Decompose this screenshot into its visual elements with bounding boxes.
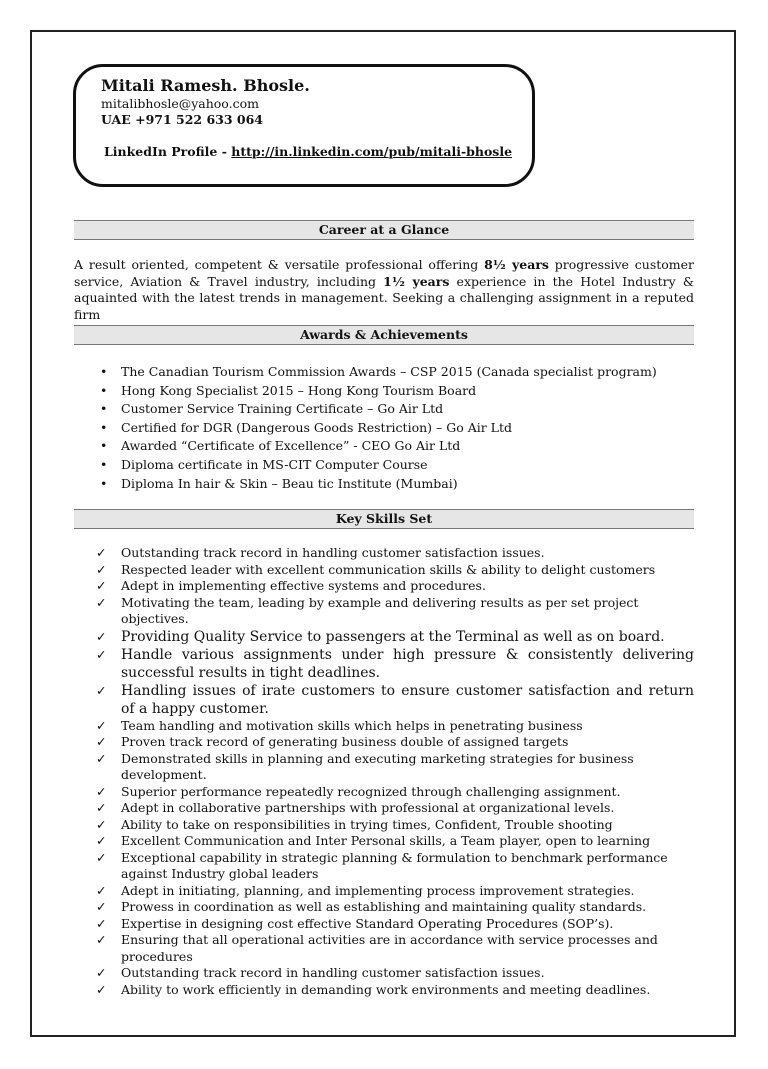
award-text: The Canadian Tourism Commission Awards – CSP 2015 (Canada specialist program) bbox=[121, 364, 657, 379]
skill-text: Providing Quality Service to passengers at the Terminal as well as on board. bbox=[121, 628, 665, 645]
checkmark-icon: ✓ bbox=[96, 750, 107, 766]
skill-text: Adept in collaborative partnerships with professional at organizational levels. bbox=[121, 800, 615, 815]
phone-text: UAE +971 522 633 064 bbox=[101, 112, 263, 127]
checkmark-icon: ✓ bbox=[96, 734, 107, 749]
skill-item bbox=[74, 982, 694, 999]
skill-text: Handling issues of irate customers to ensure customer satisfaction and return of a happy customer. bbox=[121, 682, 694, 717]
summary-text-1: A result oriented, competent & versatile professional offering bbox=[74, 257, 485, 272]
skill-item bbox=[74, 718, 694, 735]
checkmark-icon: ✓ bbox=[96, 915, 107, 931]
skill-text: Proven track record of generating business double of assigned targets bbox=[121, 734, 569, 749]
skill-text: Respected leader with excellent communication skills & ability to delight customers bbox=[121, 561, 656, 577]
skill-text: Outstanding track record in handling customer satisfaction issues. bbox=[121, 545, 545, 560]
checkmark-icon: ✓ bbox=[96, 628, 107, 644]
linkedin-line bbox=[104, 144, 512, 159]
skill-item bbox=[74, 817, 694, 834]
bullet-icon: • bbox=[100, 401, 108, 417]
skill-text: Handle various assignments under high pressure & consistently delivering successful results in tight deadlines. bbox=[121, 646, 694, 681]
skill-text: Ensuring that all operational activities are in accordance with service processes and procedures bbox=[121, 932, 658, 964]
skill-item bbox=[74, 850, 694, 883]
skill-text: Superior performance repeatedly recognized through challenging assignment. bbox=[121, 783, 621, 799]
checkmark-icon: ✓ bbox=[96, 594, 107, 610]
career-heading: Career at a Glance bbox=[74, 220, 694, 240]
checkmark-icon: ✓ bbox=[96, 783, 107, 799]
checkmark-icon: ✓ bbox=[96, 981, 107, 997]
skill-text: Excellent Communication and Inter Personal skills, a Team player, open to learning bbox=[121, 833, 651, 848]
linkedin-label: LinkedIn Profile - bbox=[104, 144, 232, 159]
skill-item bbox=[74, 899, 694, 916]
checkmark-icon: ✓ bbox=[96, 561, 107, 577]
bullet-icon: • bbox=[100, 438, 108, 454]
award-item bbox=[74, 382, 694, 401]
skill-item bbox=[74, 646, 694, 682]
award-text: Diploma certificate in MS-CIT Computer Course bbox=[121, 456, 428, 472]
candidate-name: Mitali Ramesh. Bhosle. bbox=[101, 76, 310, 95]
summary-years-2: 1½ years bbox=[383, 273, 450, 289]
skill-text: Motivating the team, leading by example and delivering results as per set project objectives. bbox=[121, 594, 639, 626]
skill-item bbox=[74, 734, 694, 751]
skill-item bbox=[74, 545, 694, 562]
award-item bbox=[74, 475, 694, 494]
skill-item bbox=[74, 883, 694, 900]
award-text: Certified for DGR (Dangerous Goods Restriction) – Go Air Ltd bbox=[121, 419, 513, 435]
awards-list bbox=[74, 363, 694, 493]
skill-item bbox=[74, 916, 694, 933]
skill-text: Adept in initiating, planning, and implementing process improvement strategies. bbox=[121, 882, 635, 898]
summary-years-1: 8½ years bbox=[484, 257, 549, 272]
skill-text: Team handling and motivation skills which helps in penetrating business bbox=[121, 717, 583, 733]
skill-text: Outstanding track record in handling customer satisfaction issues. bbox=[121, 965, 545, 980]
bullet-icon: • bbox=[100, 456, 108, 472]
checkmark-icon: ✓ bbox=[96, 545, 107, 560]
skill-item bbox=[74, 628, 694, 646]
bullet-icon: • bbox=[100, 364, 108, 379]
skill-item bbox=[74, 578, 694, 595]
award-item bbox=[74, 437, 694, 456]
skill-text: Exceptional capability in strategic planning & formulation to benchmark performance against Industry global leaders bbox=[121, 849, 668, 881]
summary-text-2: progressive customer service, Aviation & Travel industry, including bbox=[74, 257, 695, 289]
skill-item bbox=[74, 562, 694, 579]
email-text: mitalibhosle@yahoo.com bbox=[101, 96, 259, 111]
skill-text: Ability to take on responsibilities in trying times, Confident, Trouble shooting bbox=[121, 816, 613, 832]
checkmark-icon: ✓ bbox=[96, 849, 107, 865]
skill-text: Adept in implementing effective systems and procedures. bbox=[121, 578, 486, 593]
skill-item bbox=[74, 800, 694, 817]
linkedin-link[interactable]: http://in.linkedin.com/pub/mitali-bhosle bbox=[231, 144, 513, 159]
skill-text: Expertise in designing cost effective Standard Operating Procedures (SOP’s). bbox=[121, 915, 614, 931]
checkmark-icon: ✓ bbox=[96, 800, 107, 815]
skill-item bbox=[74, 965, 694, 982]
checkmark-icon: ✓ bbox=[96, 646, 107, 662]
summary-text-3: experience in the Hotel Industry & aquainted with the latest trends in management. Seeking a challenging assignment in a reputed firm bbox=[74, 273, 694, 322]
bullet-icon: • bbox=[100, 419, 108, 435]
bullet-icon: • bbox=[100, 382, 108, 398]
skills-heading: Key Skills Set bbox=[74, 509, 694, 529]
award-item bbox=[74, 400, 694, 419]
award-text: Diploma In hair & Skin – Beau tic Institute (Mumbai) bbox=[121, 475, 458, 491]
checkmark-icon: ✓ bbox=[96, 965, 107, 980]
skill-item bbox=[74, 833, 694, 850]
skill-text: Ability to work efficiently in demanding work environments and meeting deadlines. bbox=[121, 981, 651, 997]
skill-item bbox=[74, 784, 694, 801]
checkmark-icon: ✓ bbox=[96, 816, 107, 832]
award-item bbox=[74, 456, 694, 475]
skill-item bbox=[74, 595, 694, 628]
skills-list bbox=[74, 545, 694, 998]
awards-heading: Awards & Achievements bbox=[74, 325, 694, 345]
checkmark-icon: ✓ bbox=[96, 682, 107, 698]
skill-text: Demonstrated skills in planning and executing marketing strategies for business development. bbox=[121, 750, 634, 782]
checkmark-icon: ✓ bbox=[96, 717, 107, 733]
checkmark-icon: ✓ bbox=[96, 578, 107, 593]
award-item bbox=[74, 363, 694, 382]
award-text: Customer Service Training Certificate – Go Air Ltd bbox=[121, 401, 444, 417]
award-text: Awarded “Certificate of Excellence” - CEO Go Air Ltd bbox=[121, 438, 461, 454]
bullet-icon: • bbox=[100, 475, 108, 491]
skill-item bbox=[74, 682, 694, 718]
checkmark-icon: ✓ bbox=[96, 932, 107, 947]
checkmark-icon: ✓ bbox=[96, 899, 107, 914]
skill-text: Prowess in coordination as well as establishing and maintaining quality standards. bbox=[121, 899, 647, 914]
career-summary bbox=[74, 257, 694, 323]
award-text: Hong Kong Specialist 2015 – Hong Kong Tourism Board bbox=[121, 382, 477, 398]
award-item bbox=[74, 419, 694, 438]
skill-item bbox=[74, 751, 694, 784]
checkmark-icon: ✓ bbox=[96, 833, 107, 848]
skill-item bbox=[74, 932, 694, 965]
checkmark-icon: ✓ bbox=[96, 882, 107, 898]
